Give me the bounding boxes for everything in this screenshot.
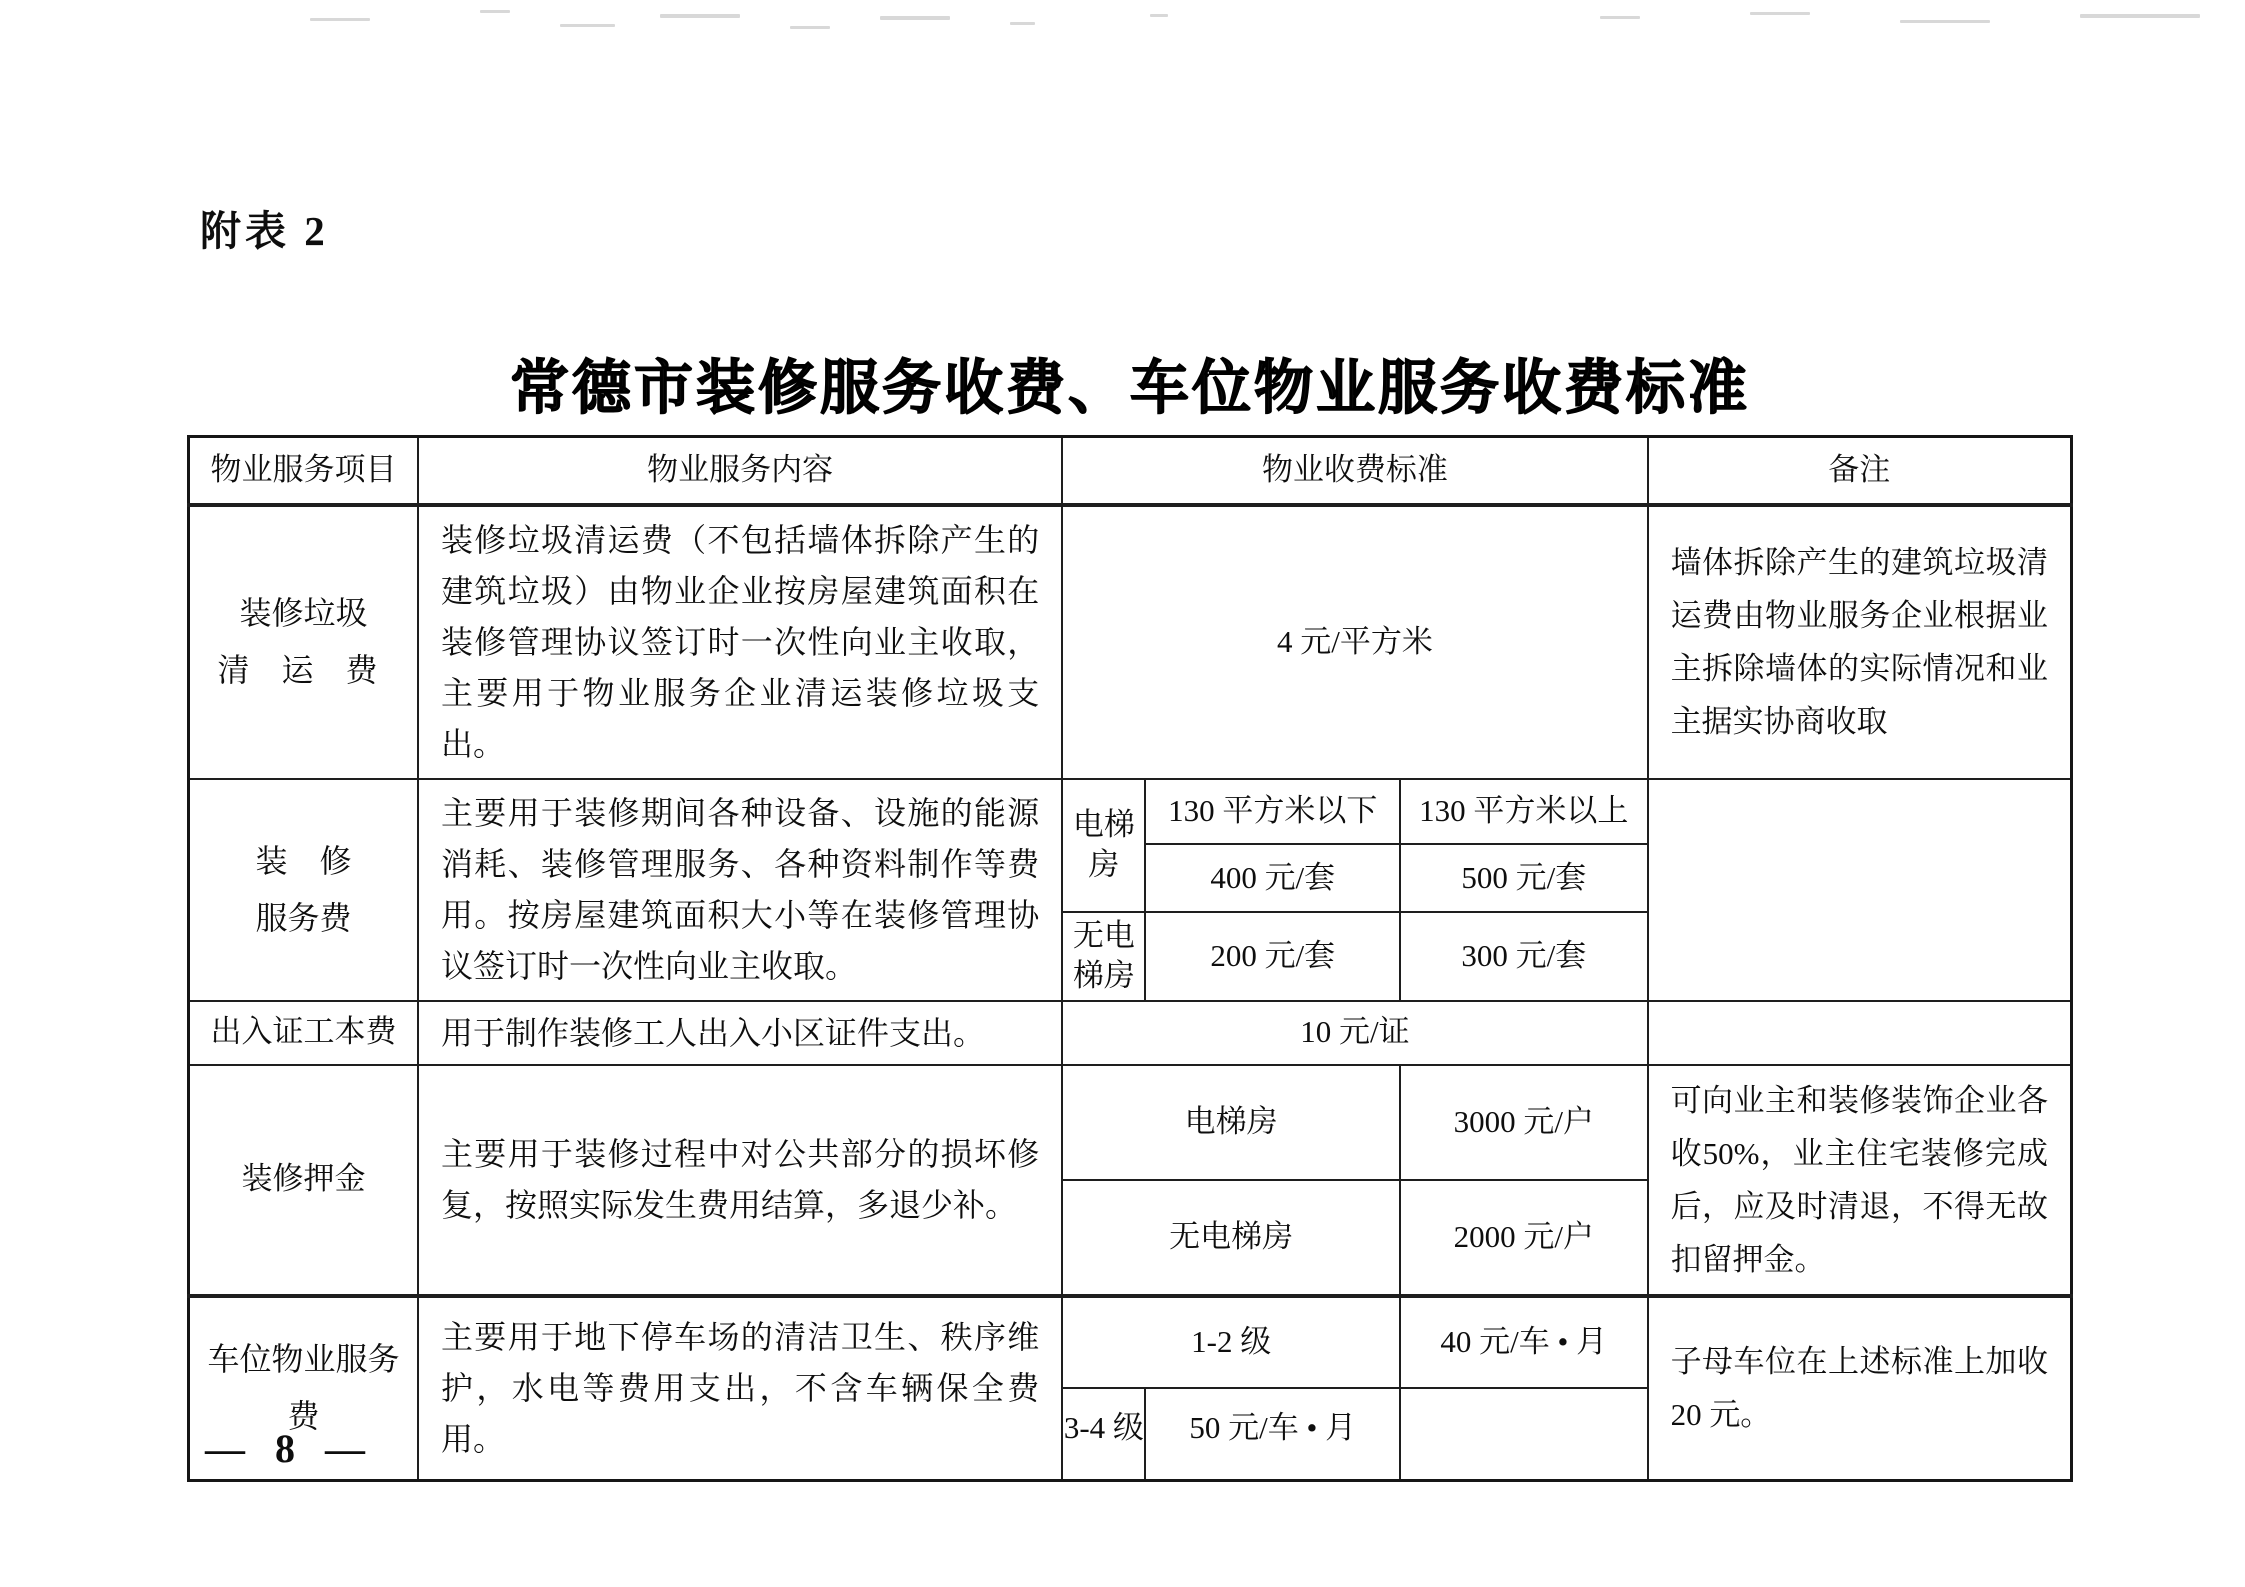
header-item: 物业服务项目 (189, 437, 418, 505)
scan-artifact (1750, 12, 1810, 15)
scan-artifact (1600, 16, 1640, 19)
cell-garbage-standard: 4 元/平方米 (1062, 505, 1647, 779)
cell-garbage-item (189, 505, 418, 779)
table-header-row (189, 437, 2072, 505)
scan-artifact (560, 24, 615, 27)
header-content: 物业服务内容 (418, 437, 1062, 505)
cell-pass-standard: 10 元/证 (1062, 1001, 1647, 1065)
cell-deposit-content: 主要用于装修过程中对公共部分的损坏修复，按照实际发生费用结算，多退少补。 (418, 1065, 1062, 1296)
cell-deposit-elevator-label: 电梯房 (1062, 1065, 1400, 1181)
scan-artifact (1150, 14, 1168, 17)
row-deposit-subrow-elevator (189, 1065, 2072, 1181)
service-item-line1: 装 修 (255, 842, 352, 879)
cell-parking-level12-price: 40 元/车 • 月 (1400, 1296, 1648, 1388)
cell-deposit-item: 装修押金 (189, 1065, 418, 1296)
cell-area-below: 130 平方米以下 (1145, 779, 1400, 844)
cell-parking-content: 主要用于地下停车场的清洁卫生、秩序维护，水电等费用支出，不含车辆保全费用。 (418, 1296, 1062, 1481)
cell-pass-content: 用于制作装修工人出入小区证件支出。 (418, 1001, 1062, 1065)
parking-item-line1: 车位物业服务 (207, 1341, 400, 1378)
scan-artifact (2080, 14, 2200, 18)
scan-artifact (1900, 20, 1990, 23)
cell-elevator-below-price: 400 元/套 (1145, 844, 1400, 912)
cell-parking-level12-label: 1-2 级 (1062, 1296, 1400, 1388)
row-service-fee-subrow-areas (189, 779, 2072, 844)
fee-standard-table (187, 435, 2073, 1482)
cell-service-item (189, 779, 418, 1001)
scan-artifact (1010, 22, 1035, 25)
garbage-item-line1: 装修垃圾 (239, 595, 368, 631)
row-garbage-fee (189, 505, 2072, 779)
cell-pass-remark (1648, 1001, 2072, 1065)
parking-item-line2: 费 (287, 1398, 320, 1435)
service-item-line2: 服务费 (255, 899, 352, 936)
cell-deposit-no-elevator-label: 无电梯房 (1062, 1180, 1400, 1296)
cell-deposit-no-elevator-price: 2000 元/户 (1400, 1180, 1648, 1296)
scan-artifact (790, 26, 830, 29)
document-title: 常德市装修服务收费、车位物业服务收费标准 (509, 355, 1750, 421)
cell-area-above: 130 平方米以上 (1400, 779, 1648, 844)
attachment-table-label: 附表 2 (200, 208, 329, 254)
scan-artifact (310, 18, 370, 21)
scan-artifact (480, 10, 510, 13)
header-remark: 备注 (1648, 437, 2072, 505)
cell-parking-level34-price: 50 元/车 • 月 (1145, 1388, 1400, 1481)
cell-pass-item: 出入证工本费 (189, 1001, 418, 1065)
cell-deposit-elevator-price: 3000 元/户 (1400, 1065, 1648, 1181)
cell-parking-remark: 子母车位在上述标准上加收 20 元。 (1648, 1296, 2072, 1481)
row-parking-subrow-level12 (189, 1296, 2072, 1388)
cell-no-elevator-label: 无电梯房 (1062, 912, 1145, 1000)
cell-service-content: 主要用于装修期间各种设备、设施的能源消耗、装修管理服务、各种资料制作等费用。按房屋建筑面积大小等在装修管理协议签订时一次性向业主收取。 (418, 779, 1062, 1001)
cell-no-elevator-below-price: 200 元/套 (1145, 912, 1400, 1000)
cell-parking-level34-label: 3-4 级 (1062, 1388, 1145, 1481)
cell-deposit-remark: 可向业主和装修装饰企业各收50%，业主住宅装修完成后，应及时清退，不得无故扣留押金。 (1648, 1065, 2072, 1296)
header-standard: 物业收费标准 (1062, 437, 1647, 505)
cell-no-elevator-above-price: 300 元/套 (1400, 912, 1648, 1000)
cell-elevator-label: 电梯房 (1062, 779, 1145, 913)
scan-artifact (880, 16, 950, 20)
garbage-item-line2: 清 运 费 (217, 652, 390, 688)
row-pass-fee (189, 1001, 2072, 1065)
cell-service-remark (1648, 779, 2072, 1001)
cell-garbage-remark: 墙体拆除产生的建筑垃圾清运费由物业服务企业根据业主拆除墙体的实际情况和业主据实协商收取 (1648, 505, 2072, 779)
scan-artifact (660, 14, 740, 18)
cell-garbage-content: 装修垃圾清运费（不包括墙体拆除产生的建筑垃圾）由物业企业按房屋建筑面积在装修管理协议签订时一次性向业主收取，主要用于物业服务企业清运装修垃圾支出。 (418, 505, 1062, 779)
page-number: — 8 — (205, 1426, 375, 1471)
cell-elevator-above-price: 500 元/套 (1400, 844, 1648, 912)
